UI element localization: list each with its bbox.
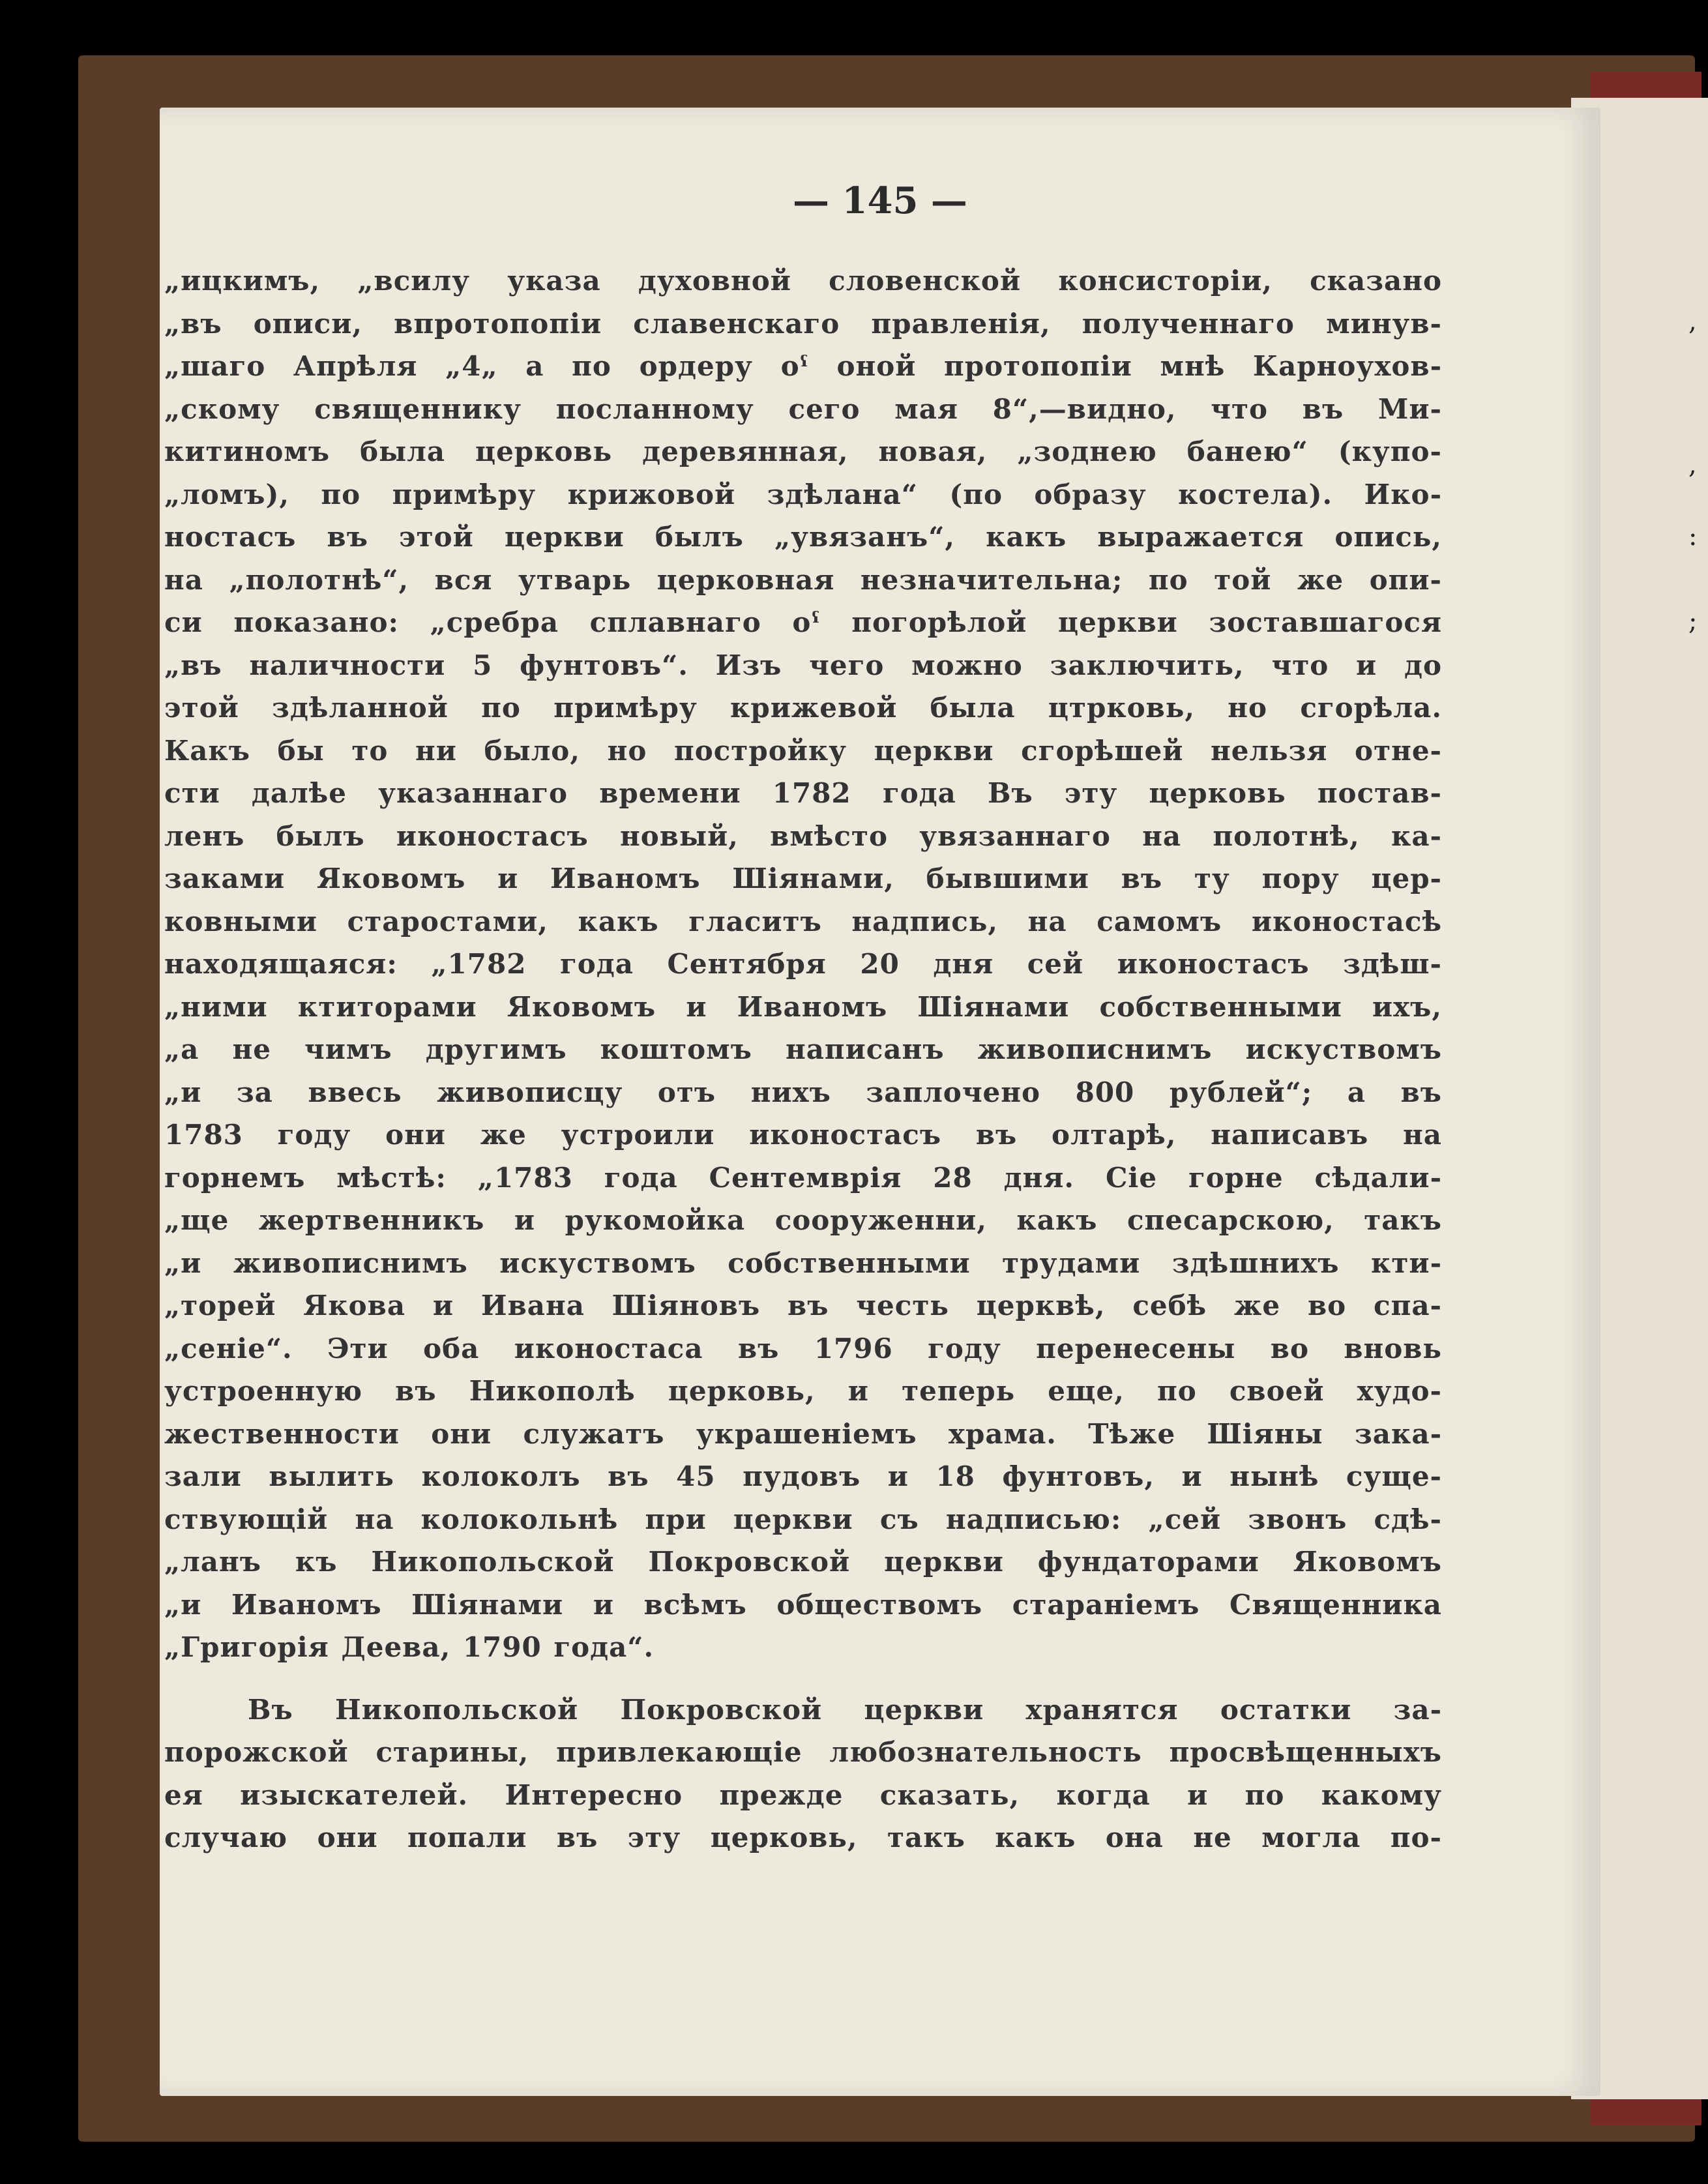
text-line: горнемъ мѣстѣ: „1783 года Сентемврія 28 дня. Сіе горне сѣдали- (164, 1161, 1442, 1194)
facing-page-mark: , (1688, 306, 1697, 336)
text-line: ея изыскателей. Интересно прежде сказать, когда и по какому (164, 1778, 1442, 1811)
text-line: 1783 году они же устроили иконостасъ въ олтарѣ, написавъ на (164, 1119, 1442, 1151)
text-line: „въ описи, впротопопіи славенскаго правленія, полученнаго минув- (164, 307, 1442, 340)
text-line: ствующій на колокольнѣ при церкви съ надписью: „сей звонъ сдѣ- (164, 1503, 1442, 1535)
text-line: „и за ввесь живописцу отъ нихъ заплочено 800 рублей“; а въ (164, 1076, 1442, 1108)
text-line: „ланъ къ Никопольской Покровской церкви фундаторами Яковомъ (164, 1546, 1442, 1578)
text-line: устроенную въ Никополѣ церковь, и теперь еще, по своей худо- (164, 1375, 1442, 1407)
text-line: зали вылить колоколъ въ 45 пудовъ и 18 фунтовъ, и нынѣ суще- (164, 1460, 1442, 1492)
text-line: „ще жертвенникъ и рукомойка сооруженни, какъ спесарскою, такъ (164, 1204, 1442, 1236)
text-line: китиномъ была церковь деревянная, новая, „зоднею банею“ (купо- (164, 435, 1442, 467)
facing-page-mark: ; (1688, 606, 1698, 636)
text-line: „и живописнимъ искуствомъ собственными трудами здѣшнихъ кти- (164, 1247, 1442, 1279)
text-line: „ицкимъ, „всилу указа духовной словенской консисторіи, сказано (164, 265, 1442, 297)
text-line: „а не чимъ другимъ коштомъ написанъ живописнимъ искуствомъ (164, 1033, 1442, 1065)
paragraph-first-line: Въ Никопольской Покровской церкви хранятся остатки за- (248, 1693, 1442, 1726)
text-line: „ними ктиторами Яковомъ и Иваномъ Шіянами собственными ихъ, (164, 990, 1442, 1023)
text-line: случаю они попали въ эту церковь, такъ какъ она не могла по- (164, 1822, 1442, 1853)
text-line: „торей Якова и Ивана Шіяновъ въ честь церквѣ, себѣ же во спа- (164, 1290, 1442, 1321)
text-line: „скому священнику посланному сего мая 8“,—видно, что въ Ми- (164, 392, 1442, 425)
text-line: этой здѣланной по примѣру крижевой была цтрковь, но сгорѣла. (164, 692, 1442, 724)
text-line: Какъ бы то ни было, но постройку церкви сгорѣшей нельзя отне- (164, 734, 1442, 767)
text-line: находящаяся: „1782 года Сентября 20 дня сей иконостасъ здѣш- (164, 948, 1442, 980)
text-line: ностасъ въ этой церкви былъ „увязанъ“, какъ выражается опись, (164, 521, 1442, 553)
text-line: ковными старостами, какъ гласитъ надпись, на самомъ иконостасѣ (164, 905, 1442, 937)
page-body (164, 259, 1442, 1859)
facing-page-mark: : (1688, 522, 1698, 552)
page-number: — 145 — (793, 179, 967, 222)
text-line: заками Яковомъ и Иваномъ Шіянами, бывшими въ ту пору цер- (164, 863, 1442, 894)
text-line: „ломъ), по примѣру крижовой здѣлана“ (по образу костела). Ико- (164, 478, 1442, 510)
text-line: си показано: „сребра сплавнаго оˁ погорѣлой церкви зоставшагося (164, 606, 1442, 638)
text-line: „въ наличности 5 фунтовъ“. Изъ чего можно заключить, что и до (164, 649, 1442, 681)
text-line: сти далѣе указаннаго времени 1782 года Въ эту церковь постав- (164, 777, 1442, 809)
text-line: жественности они служатъ украшеніемъ храма. Тѣже Шіяны зака- (164, 1417, 1442, 1450)
text-line: „сеніе“. Эти оба иконостаса въ 1796 году перенесены во вновь (164, 1332, 1442, 1365)
text-line: „Григорія Деева, 1790 года“. (164, 1631, 655, 1663)
text-line: „и Иваномъ Шіянами и всѣмъ обществомъ стараніемъ Священника (164, 1588, 1442, 1621)
text-line: ленъ былъ иконостасъ новый, вмѣсто увязаннаго на полотнѣ, ка- (164, 819, 1442, 852)
text-line: на „полотнѣ“, вся утварь церковная незначительна; по той же опи- (164, 563, 1442, 596)
facing-page-mark: , (1688, 450, 1697, 480)
text-line: порожской старины, привлекающіе любознательность просвѣщенныхъ (164, 1736, 1442, 1768)
text-line: „шаго Апрѣля „4„ а по ордеру оˁ оной протопопіи мнѣ Карноухов- (164, 350, 1442, 382)
